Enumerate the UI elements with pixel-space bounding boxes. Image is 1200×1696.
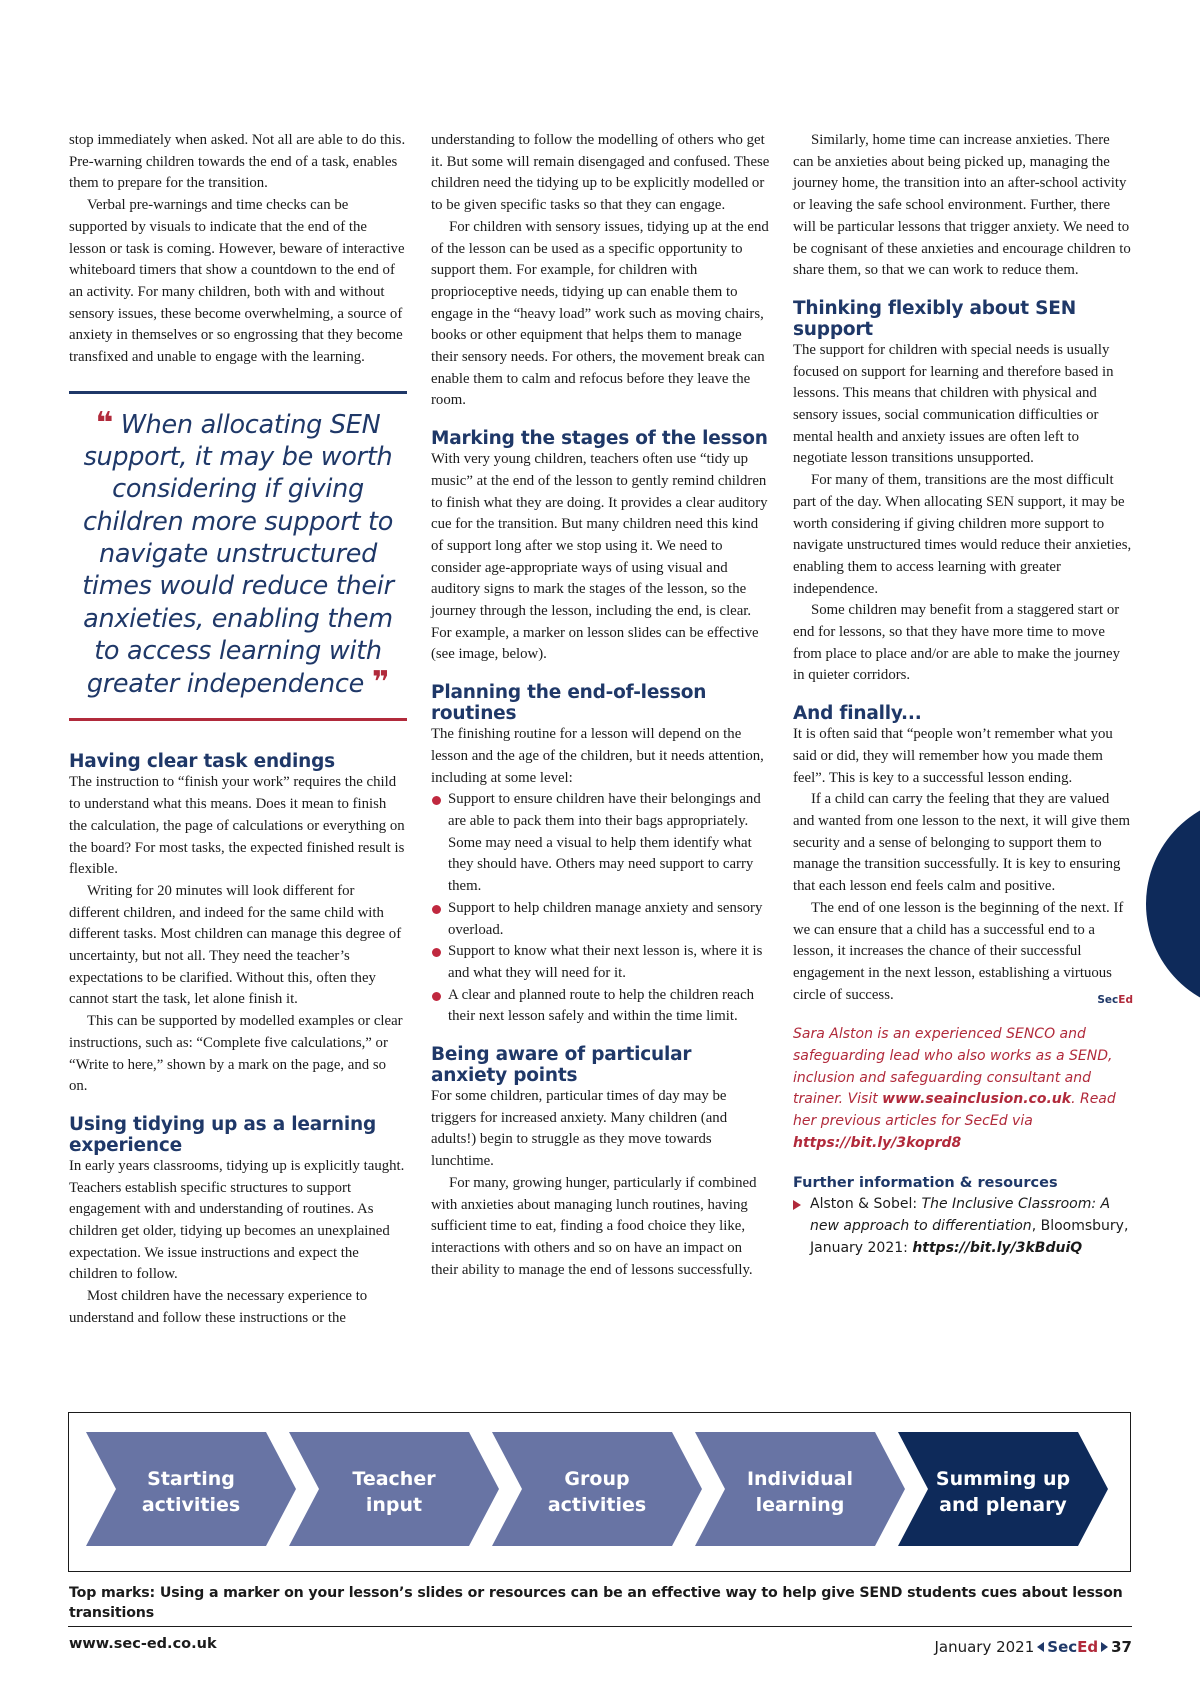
page-edge-tab (1146, 796, 1200, 1012)
close-quote-icon: ❞ (371, 665, 390, 701)
paragraph: In early years classrooms, tidying up is explicitly taught. Teachers establish specific structures to support engagement with and understanding of routines. As children get older, tidying up becomes an unexplained expectation. We issue instructions and expect the children to follow. (69, 1157, 405, 1283)
pull-quote-text: When allocating SEN support, it may be worth considering if giving children more support to navigate unstructured times would reduce their anxieties, enabling them to access learning with greater independence (82, 409, 394, 700)
paragraph: Similarly, home time can increase anxieties. There can be anxieties about being picked up, managing the journey home, the transition into an after-school activity or leaving the safe school environment. Further, there will be particular lessons that trigger anxiety. We need to be cognisant of these anxieties and encourage children to share them, so that we can work to reduce them. (793, 132, 1131, 279)
stage-label: input (365, 1494, 423, 1516)
paragraph: For many of them, transitions are the most difficult part of the day. When allocating SEN support, it may be worth considering if giving children more support to navigate unstructured times would reduce their anxieties, enabling them to access learning with greater independence. (793, 472, 1132, 597)
resource-link[interactable]: https://bit.ly/3kBduiQ (912, 1239, 1083, 1256)
paragraph: The end of one lesson is the beginning of the next. If we can ensure that a child has a successful end to a lesson, it increases the chance of their successful engagement in the next lesson, establishing a virtuous circle of success. SecEd (793, 898, 1133, 1007)
paragraph: Verbal pre-warnings and time checks can be supported by visuals to indicate that the end of the lesson or task is coming. However, beware of interactive whiteboard timers that show a countdown to the end of an activity. For many children, both with and without sensory issues, these become overwhelming, a source of anxiety in themselves or so engrossing that they become transfixed and unable to engage with the learning. (69, 197, 405, 366)
bullet-dot-icon (432, 992, 441, 1001)
stage-label: Teacher (352, 1468, 436, 1490)
seced-signoff: SecEd (1097, 993, 1133, 1006)
stage-label: Individual (746, 1468, 854, 1490)
stage-label: Summing up (935, 1468, 1071, 1490)
footer-divider (68, 1626, 1132, 1627)
paragraph: With very young children, teachers often use “tidy up music” at the end of the lesson to gently remind children to finish what they are doing. It provides a clear auditory cue for the transition. But many children need this kind of support long after we stop using it. We need to consider age-appropriate ways of using visual and auditory signs to mark the stages of the lesson, so the journey through the lesson, including the end, is clear. For example, a marker on lesson slides can be effective (see image, below). (431, 451, 768, 663)
list-item: Support to know what their next lesson is, where it is and what they will need for it. (431, 941, 771, 984)
arrow-left-icon (1037, 1642, 1044, 1652)
list-item: Support to help children manage anxiety and sensory overload. (431, 898, 771, 941)
list-item: A clear and planned route to help the children reach their next lesson safely and within the time limit. (431, 985, 771, 1028)
section-heading: Having clear task endings (69, 751, 335, 773)
paragraph: stop immediately when asked. Not all are able to do this. Pre-warning children towards the end of a task, enables them to prepare for the transition. (69, 132, 406, 192)
author-website-link[interactable]: www.seainclusion.co.uk (882, 1091, 1072, 1108)
list-item: Support to ensure children have their belongings and are able to pack them into their bags appropriately. Some may need a visual to help them identify what they should have. Others may need support to carry them. (431, 789, 771, 898)
paragraph: For children with sensory issues, tidying up at the end of the lesson can be used as a specific opportunity to support them. For example, for children with proprioceptive needs, tidying up can enable them to engage in the “heavy load” work such as moving chairs, books or other equipment that helps them to manage their sensory needs. For others, the movement break can enable them to calm and refocus before they leave the room. (431, 218, 769, 409)
paragraph: understanding to follow the modelling of others who get it. But some will remain disengaged and confused. These children need the tidying up to be explicitly modelled or to be given specific tasks so that they can engage. (431, 132, 770, 214)
diagram-caption: Top marks: Using a marker on your lesson’s slides or resources can be an effective way to help give SEND students cues about lesson transitions (69, 1585, 1123, 1621)
paragraph: The support for children with special needs is usually focused on support for learning and therefore based in lessons. This means that children with physical and sensory issues, social communication difficulties or mental health and anxiety issues are often left to negotiate lesson transitions unsupported. (793, 341, 1114, 467)
stage-label: learning (755, 1494, 845, 1516)
footer-right (934, 1638, 1132, 1656)
stages-chevrons (69, 1413, 1129, 1570)
stage-label: and plenary (939, 1494, 1067, 1516)
author-bio: Sara Alston is an experienced SENCO and safeguarding lead who also works as a SEND, inclusion and safeguarding consultant and trainer. Visit www.seainclusion.co.uk. Read her previous articles for SecEd via https://bit.ly/3koprd8 (793, 1026, 1116, 1151)
further-info-title: Further information & resources (793, 1174, 1058, 1191)
stage-label: activities (141, 1494, 241, 1516)
paragraph: If a child can carry the feeling that they are valued and wanted from one lesson to the next, it will give them security and a sense of belonging to support them to manage the transition successfully. It is key to ensuring that each lesson end feels calm and positive. (793, 791, 1130, 895)
paragraph: For some children, particular times of day may be triggers for increased anxiety. Many children (and adults!) begin to struggle as they move towards lunchtime. (431, 1088, 728, 1170)
paragraph: Some children may benefit from a staggered start or end for lessons, so that they have more time to move from place to place and/or are able to make the journey in quieter corridors. (793, 602, 1121, 684)
brand-logo: SecEd (1047, 1638, 1099, 1656)
paragraph: This can be supported by modelled examples or clear instructions, such as: “Complete five calculations,” or “Write to here,” shown by a mark on the page, and so on. (69, 1013, 403, 1095)
paragraph: Writing for 20 minutes will look different for different children, and indeed for the same child with different tasks. Most children can manage this degree of uncertainty, but not all. They need the teacher’s expectations to be clarified. Without this, often they cannot start the task, let alone finish it. (69, 882, 402, 1008)
arrow-right-icon (1101, 1642, 1108, 1652)
column-3 (793, 130, 1133, 1259)
section-heading: Thinking flexibly about SEN support (793, 297, 1077, 340)
paragraph: For many, growing hunger, particularly if combined with anxieties about managing lunch routines, having sufficient time to eat, finding a food choice they like, interactions with others and so on have an impact on their ability to manage the end of lessons successfully. (431, 1174, 757, 1278)
triangle-bullet-icon (793, 1200, 801, 1210)
page-number: 37 (1111, 1638, 1132, 1656)
section-heading: Planning the end-of-lesson routines (431, 682, 707, 725)
resource-item: Alston & Sobel: The Inclusive Classroom: A new approach to differentiation, Bloomsbury, January 2021: https://bit.ly/3kBduiQ (793, 1194, 1133, 1259)
issue-date: January 2021 (934, 1638, 1035, 1656)
bullet-list (431, 789, 771, 1028)
previous-articles-link[interactable]: https://bit.ly/3koprd8 (793, 1134, 962, 1151)
paragraph: Most children have the necessary experience to understand and follow these instructions or the (69, 1288, 368, 1326)
bullet-dot-icon (432, 948, 441, 957)
paragraph: The instruction to “finish your work” requires the child to understand what this means. Does it mean to finish the calculation, the page of calculations or everything on the board? For most tasks, the expected finished result is flexible. (69, 774, 405, 878)
footer-url[interactable]: www.sec-ed.co.uk (69, 1636, 217, 1652)
stage-label: Starting (147, 1468, 235, 1490)
lesson-stages-diagram (68, 1412, 1131, 1572)
section-heading: And finally... (793, 703, 922, 725)
open-quote-icon: ❝ (95, 405, 113, 441)
bullet-dot-icon (432, 796, 441, 805)
pull-quote (69, 391, 407, 722)
stage-label: activities (547, 1494, 647, 1516)
bullet-dot-icon (432, 905, 441, 914)
column-2 (431, 130, 771, 1281)
paragraph: The finishing routine for a lesson will depend on the lesson and the age of the children, but it needs attention, including at some level: (431, 726, 764, 786)
section-heading: Being aware of particular anxiety points (431, 1044, 692, 1087)
paragraph: It is often said that “people won’t remember what you said or did, they will remember how you made them feel”. This is key to a successful lesson ending. (793, 726, 1113, 786)
section-heading: Marking the stages of the lesson (431, 428, 768, 450)
stage-label: Group (564, 1468, 630, 1490)
column-1 (69, 130, 407, 1330)
section-heading: Using tidying up as a learning experience (69, 1113, 377, 1156)
